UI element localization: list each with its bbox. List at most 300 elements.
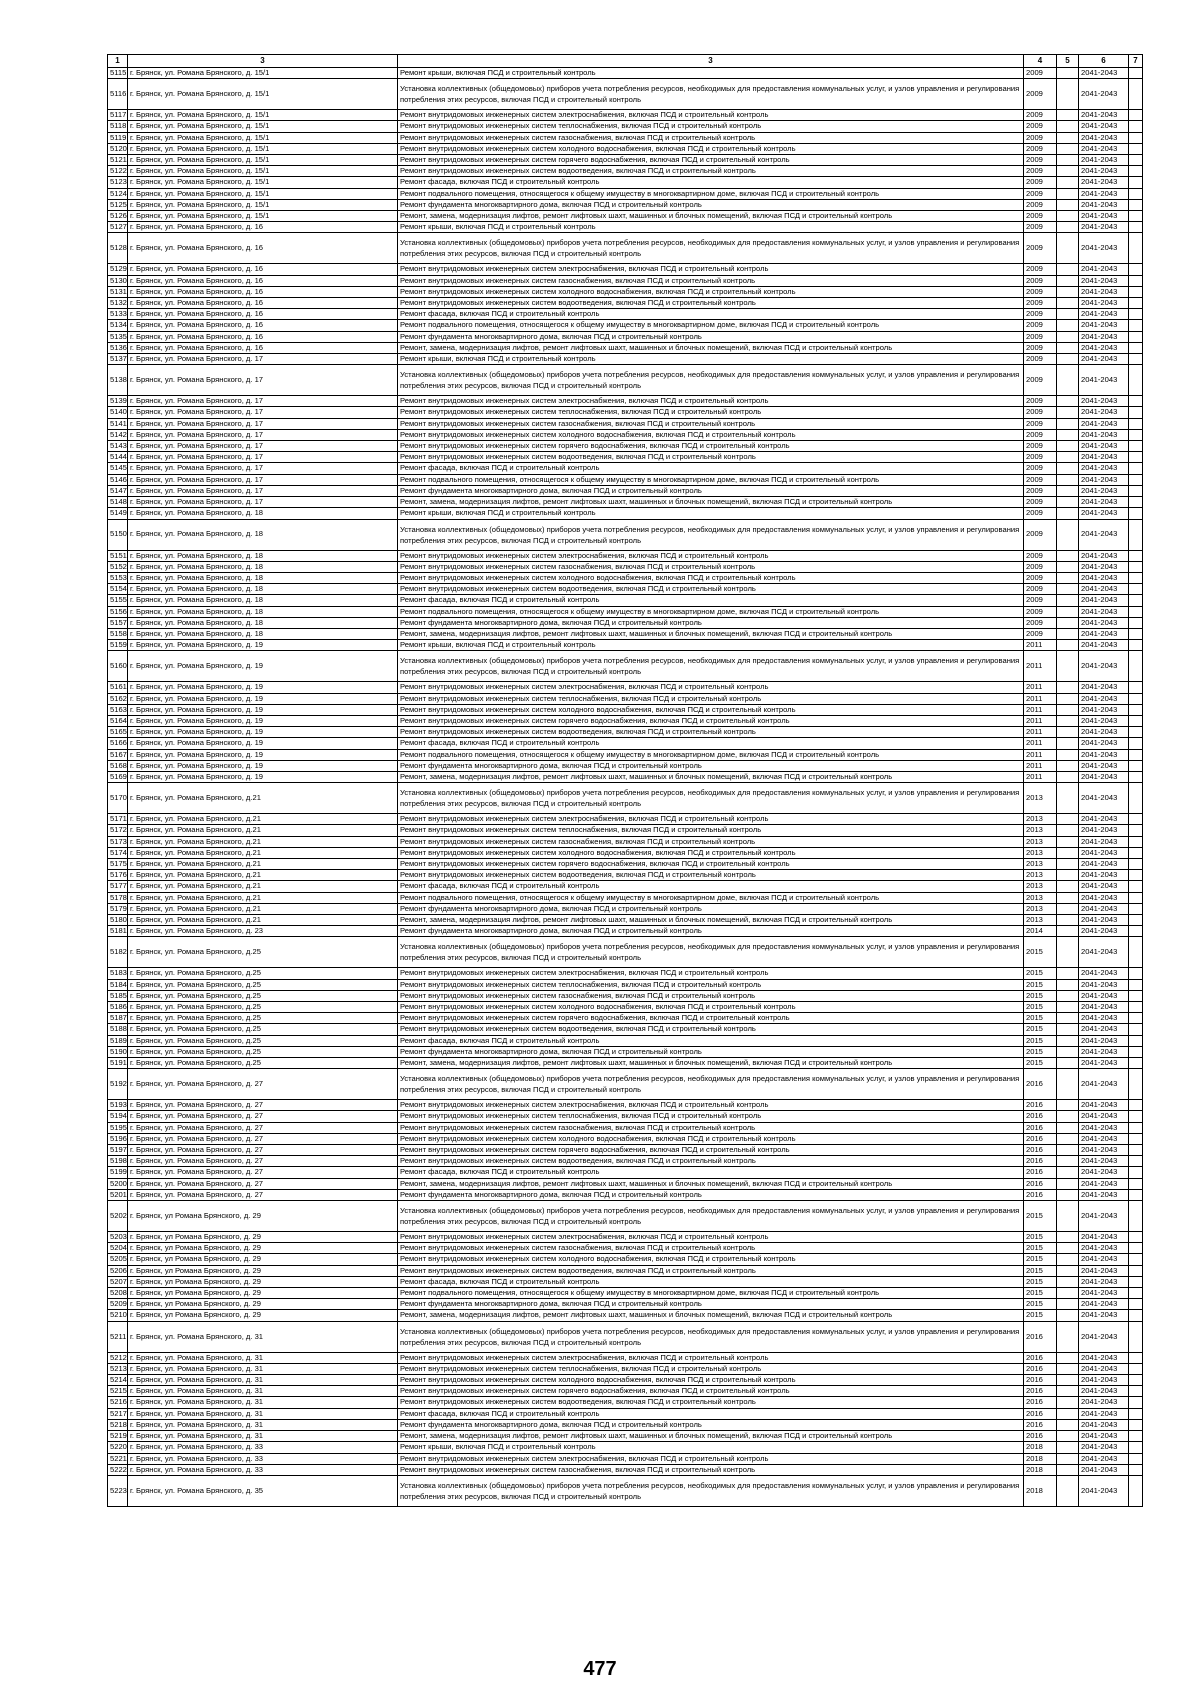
row-work-type: Ремонт фундамента многоквартирного дома, включая ПСД и строительный контроль xyxy=(398,1299,1024,1310)
row-col5 xyxy=(1057,903,1079,914)
row-col7 xyxy=(1129,715,1143,726)
row-address: г. Брянск, ул. Романа Брянского, д. 31 xyxy=(128,1352,398,1363)
row-number: 5135 xyxy=(108,331,128,342)
row-address: г. Брянск, ул. Романа Брянского, д. 18 xyxy=(128,595,398,606)
table-row xyxy=(108,365,1143,396)
row-address: г. Брянск, ул. Романа Брянского, д. 17 xyxy=(128,497,398,508)
row-col5 xyxy=(1057,926,1079,937)
row-address: г. Брянск, ул. Романа Брянского, д. 16 xyxy=(128,309,398,320)
table-row xyxy=(108,166,1143,177)
row-col7 xyxy=(1129,892,1143,903)
row-col7 xyxy=(1129,693,1143,704)
row-address: г. Брянск, ул. Романа Брянского, д. 16 xyxy=(128,298,398,309)
row-year: 2009 xyxy=(1024,155,1057,166)
table-row xyxy=(108,715,1143,726)
row-work-type: Ремонт внутридомовых инженерных систем горячего водоснабжения, включая ПСД и строительный контроль xyxy=(398,441,1024,452)
table-row xyxy=(108,1475,1143,1506)
row-work-type: Ремонт внутридомовых инженерных систем электроснабжения, включая ПСД и строительный контроль xyxy=(398,396,1024,407)
row-col5 xyxy=(1057,320,1079,331)
row-number: 5137 xyxy=(108,354,128,365)
table-row xyxy=(108,1397,1143,1408)
row-year: 2009 xyxy=(1024,222,1057,233)
row-work-type: Ремонт внутридомовых инженерных систем электроснабжения, включая ПСД и строительный контроль xyxy=(398,550,1024,561)
row-period: 2041-2043 xyxy=(1079,1035,1129,1046)
row-number: 5181 xyxy=(108,926,128,937)
table-row xyxy=(108,143,1143,154)
row-year: 2009 xyxy=(1024,519,1057,550)
register-body xyxy=(108,68,1143,1507)
row-col5 xyxy=(1057,1288,1079,1299)
row-year: 2009 xyxy=(1024,485,1057,496)
row-year: 2016 xyxy=(1024,1321,1057,1352)
row-period: 2041-2043 xyxy=(1079,1363,1129,1374)
row-period: 2041-2043 xyxy=(1079,892,1129,903)
row-address: г. Брянск, ул. Романа Брянского, д.25 xyxy=(128,1002,398,1013)
row-col5 xyxy=(1057,1133,1079,1144)
row-address: г. Брянск, ул. Романа Брянского, д. 33 xyxy=(128,1453,398,1464)
row-work-type: Ремонт подвального помещения, относящегося к общему имуществу в многоквартирном доме, включая ПСД и строительный контроль xyxy=(398,474,1024,485)
row-year: 2011 xyxy=(1024,771,1057,782)
row-col5 xyxy=(1057,760,1079,771)
row-period: 2041-2043 xyxy=(1079,264,1129,275)
table-row xyxy=(108,979,1143,990)
row-address: г. Брянск, ул. Романа Брянского, д. 31 xyxy=(128,1431,398,1442)
table-row xyxy=(108,441,1143,452)
row-year: 2015 xyxy=(1024,1276,1057,1287)
row-work-type: Ремонт подвального помещения, относящегося к общему имуществу в многоквартирном доме, включая ПСД и строительный контроль xyxy=(398,320,1024,331)
row-col7 xyxy=(1129,188,1143,199)
row-col7 xyxy=(1129,331,1143,342)
row-address: г. Брянск, ул. Романа Брянского, д. 27 xyxy=(128,1133,398,1144)
row-col7 xyxy=(1129,1178,1143,1189)
row-work-type: Ремонт внутридомовых инженерных систем холодного водоснабжения, включая ПСД и строительный контроль xyxy=(398,847,1024,858)
row-address: г. Брянск, ул. Романа Брянского, д. 27 xyxy=(128,1145,398,1156)
row-number: 5187 xyxy=(108,1013,128,1024)
row-col7 xyxy=(1129,771,1143,782)
table-row xyxy=(108,727,1143,738)
row-work-type: Ремонт внутридомовых инженерных систем теплоснабжения, включая ПСД и строительный контроль xyxy=(398,407,1024,418)
row-work-type: Ремонт внутридомовых инженерных систем электроснабжения, включая ПСД и строительный контроль xyxy=(398,1453,1024,1464)
row-col7 xyxy=(1129,836,1143,847)
row-col5 xyxy=(1057,365,1079,396)
row-col5 xyxy=(1057,1386,1079,1397)
row-year: 2018 xyxy=(1024,1464,1057,1475)
table-row xyxy=(108,847,1143,858)
row-col5 xyxy=(1057,121,1079,132)
row-work-type: Ремонт внутридомовых инженерных систем теплоснабжения, включая ПСД и строительный контроль xyxy=(398,979,1024,990)
row-col5 xyxy=(1057,572,1079,583)
row-address: г. Брянск, ул. Романа Брянского, д. 15/1 xyxy=(128,68,398,79)
row-address: г. Брянск, ул. Романа Брянского, д. 31 xyxy=(128,1321,398,1352)
row-year: 2011 xyxy=(1024,693,1057,704)
row-period: 2041-2043 xyxy=(1079,903,1129,914)
row-number: 5190 xyxy=(108,1046,128,1057)
table-row xyxy=(108,1363,1143,1374)
row-work-type: Ремонт крыши, включая ПСД и строительный контроль xyxy=(398,1442,1024,1453)
row-period: 2041-2043 xyxy=(1079,606,1129,617)
row-col5 xyxy=(1057,1310,1079,1321)
row-address: г. Брянск, ул. Романа Брянского, д.25 xyxy=(128,937,398,968)
row-col7 xyxy=(1129,1024,1143,1035)
row-address: г. Брянск, ул. Романа Брянского, д. 17 xyxy=(128,418,398,429)
row-address: г. Брянск, ул. Романа Брянского, д. 27 xyxy=(128,1111,398,1122)
table-row xyxy=(108,937,1143,968)
row-year: 2016 xyxy=(1024,1178,1057,1189)
row-col7 xyxy=(1129,211,1143,222)
row-period: 2041-2043 xyxy=(1079,1276,1129,1287)
row-number: 5164 xyxy=(108,715,128,726)
row-work-type: Ремонт внутридомовых инженерных систем электроснабжения, включая ПСД и строительный контроль xyxy=(398,968,1024,979)
row-col7 xyxy=(1129,155,1143,166)
row-col5 xyxy=(1057,1100,1079,1111)
row-col5 xyxy=(1057,814,1079,825)
row-address: г. Брянск, ул. Романа Брянского, д.25 xyxy=(128,1046,398,1057)
table-row xyxy=(108,177,1143,188)
row-number: 5155 xyxy=(108,595,128,606)
row-year: 2009 xyxy=(1024,110,1057,121)
row-col7 xyxy=(1129,166,1143,177)
row-address: г. Брянск, ул. Романа Брянского, д.21 xyxy=(128,903,398,914)
row-period: 2041-2043 xyxy=(1079,783,1129,814)
table-row xyxy=(108,429,1143,440)
row-col5 xyxy=(1057,979,1079,990)
row-period: 2041-2043 xyxy=(1079,211,1129,222)
row-address: г. Брянск, ул. Романа Брянского, д. 15/1 xyxy=(128,166,398,177)
table-row xyxy=(108,396,1143,407)
row-number: 5171 xyxy=(108,814,128,825)
row-address: г. Брянск, ул. Романа Брянского, д.25 xyxy=(128,1013,398,1024)
row-col7 xyxy=(1129,881,1143,892)
row-work-type: Ремонт, замена, модернизация лифтов, ремонт лифтовых шахт, машинных и блочных помещений, включая ПСД и строительный контроль xyxy=(398,1178,1024,1189)
table-row xyxy=(108,814,1143,825)
row-address: г. Брянск, ул. Романа Брянского, д. 27 xyxy=(128,1122,398,1133)
table-row xyxy=(108,211,1143,222)
row-year: 2016 xyxy=(1024,1167,1057,1178)
row-work-type: Ремонт внутридомовых инженерных систем горячего водоснабжения, включая ПСД и строительный контроль xyxy=(398,715,1024,726)
row-year: 2009 xyxy=(1024,286,1057,297)
row-col7 xyxy=(1129,550,1143,561)
row-year: 2009 xyxy=(1024,233,1057,264)
row-number: 5165 xyxy=(108,727,128,738)
row-year: 2015 xyxy=(1024,979,1057,990)
row-work-type: Ремонт внутридомовых инженерных систем холодного водоснабжения, включая ПСД и строительный контроль xyxy=(398,1133,1024,1144)
row-address: г. Брянск, ул. Романа Брянского, д. 27 xyxy=(128,1178,398,1189)
row-number: 5167 xyxy=(108,749,128,760)
row-col5 xyxy=(1057,275,1079,286)
row-period: 2041-2043 xyxy=(1079,155,1129,166)
table-row xyxy=(108,1299,1143,1310)
row-address: г. Брянск, ул. Романа Брянского, д. 18 xyxy=(128,628,398,639)
row-col7 xyxy=(1129,1167,1143,1178)
row-year: 2011 xyxy=(1024,738,1057,749)
row-number: 5144 xyxy=(108,452,128,463)
row-col7 xyxy=(1129,474,1143,485)
row-number: 5134 xyxy=(108,320,128,331)
table-row xyxy=(108,1167,1143,1178)
row-work-type: Ремонт внутридомовых инженерных систем электроснабжения, включая ПСД и строительный контроль xyxy=(398,1352,1024,1363)
row-number: 5212 xyxy=(108,1352,128,1363)
row-period: 2041-2043 xyxy=(1079,1122,1129,1133)
row-year: 2009 xyxy=(1024,320,1057,331)
row-col5 xyxy=(1057,1375,1079,1386)
row-address: г. Брянск, ул. Романа Брянского, д.21 xyxy=(128,783,398,814)
row-col5 xyxy=(1057,1111,1079,1122)
row-number: 5125 xyxy=(108,199,128,210)
row-col5 xyxy=(1057,485,1079,496)
row-col7 xyxy=(1129,485,1143,496)
row-year: 2015 xyxy=(1024,1310,1057,1321)
row-col5 xyxy=(1057,937,1079,968)
row-work-type: Ремонт фасада, включая ПСД и строительный контроль xyxy=(398,881,1024,892)
row-year: 2015 xyxy=(1024,1288,1057,1299)
row-col7 xyxy=(1129,990,1143,1001)
row-work-type: Ремонт внутридомовых инженерных систем газоснабжения, включая ПСД и строительный контроль xyxy=(398,275,1024,286)
row-col7 xyxy=(1129,606,1143,617)
row-year: 2015 xyxy=(1024,1232,1057,1243)
row-number: 5214 xyxy=(108,1375,128,1386)
row-period: 2041-2043 xyxy=(1079,847,1129,858)
row-period: 2041-2043 xyxy=(1079,682,1129,693)
row-col7 xyxy=(1129,110,1143,121)
row-address: г. Брянск, ул. Романа Брянского, д. 15/1 xyxy=(128,155,398,166)
table-row xyxy=(108,870,1143,881)
row-number: 5123 xyxy=(108,177,128,188)
row-work-type: Установка коллективных (общедомовых) приборов учета потребления ресурсов, необходимых для предоставления коммунальных услуг, и узлов управления и регулирования потребления этих ресурсов, включая ПСД и строительный контроль xyxy=(398,783,1024,814)
row-col7 xyxy=(1129,1453,1143,1464)
row-period: 2041-2043 xyxy=(1079,110,1129,121)
row-number: 5147 xyxy=(108,485,128,496)
row-col5 xyxy=(1057,418,1079,429)
table-row xyxy=(108,110,1143,121)
row-year: 2009 xyxy=(1024,298,1057,309)
row-work-type: Ремонт внутридомовых инженерных систем водоотведения, включая ПСД и строительный контроль xyxy=(398,870,1024,881)
row-work-type: Ремонт внутридомовых инженерных систем холодного водоснабжения, включая ПСД и строительный контроль xyxy=(398,704,1024,715)
row-year: 2013 xyxy=(1024,858,1057,869)
row-year: 2016 xyxy=(1024,1111,1057,1122)
row-col7 xyxy=(1129,1431,1143,1442)
table-row xyxy=(108,1013,1143,1024)
table-row xyxy=(108,452,1143,463)
row-period: 2041-2043 xyxy=(1079,298,1129,309)
row-col7 xyxy=(1129,1122,1143,1133)
row-number: 5223 xyxy=(108,1475,128,1506)
row-col7 xyxy=(1129,858,1143,869)
row-address: г. Брянск, ул. Романа Брянского, д. 15/1 xyxy=(128,79,398,110)
row-period: 2041-2043 xyxy=(1079,1111,1129,1122)
row-col5 xyxy=(1057,968,1079,979)
table-row xyxy=(108,1464,1143,1475)
table-row xyxy=(108,584,1143,595)
row-number: 5220 xyxy=(108,1442,128,1453)
row-address: г. Брянск, ул. Романа Брянского, д. 17 xyxy=(128,407,398,418)
table-row xyxy=(108,1310,1143,1321)
row-year: 2011 xyxy=(1024,749,1057,760)
table-row xyxy=(108,497,1143,508)
row-address: г. Брянск, ул Романа Брянского, д. 29 xyxy=(128,1288,398,1299)
row-year: 2016 xyxy=(1024,1100,1057,1111)
table-row xyxy=(108,121,1143,132)
row-col5 xyxy=(1057,1475,1079,1506)
row-period: 2041-2043 xyxy=(1079,1100,1129,1111)
row-col7 xyxy=(1129,519,1143,550)
row-col7 xyxy=(1129,1111,1143,1122)
row-work-type: Ремонт внутридомовых инженерных систем газоснабжения, включая ПСД и строительный контроль xyxy=(398,990,1024,1001)
row-work-type: Ремонт внутридомовых инженерных систем теплоснабжения, включая ПСД и строительный контроль xyxy=(398,121,1024,132)
row-year: 2016 xyxy=(1024,1363,1057,1374)
row-col5 xyxy=(1057,1276,1079,1287)
row-year: 2011 xyxy=(1024,651,1057,682)
table-row xyxy=(108,199,1143,210)
row-address: г. Брянск, ул. Романа Брянского, д.25 xyxy=(128,1024,398,1035)
table-row xyxy=(108,749,1143,760)
row-number: 5129 xyxy=(108,264,128,275)
table-row xyxy=(108,1111,1143,1122)
row-address: г. Брянск, ул. Романа Брянского, д.21 xyxy=(128,847,398,858)
row-col7 xyxy=(1129,298,1143,309)
row-work-type: Ремонт фасада, включая ПСД и строительный контроль xyxy=(398,309,1024,320)
row-year: 2009 xyxy=(1024,572,1057,583)
row-work-type: Ремонт, замена, модернизация лифтов, ремонт лифтовых шахт, машинных и блочных помещений, включая ПСД и строительный контроль xyxy=(398,771,1024,782)
row-address: г. Брянск, ул. Романа Брянского, д. 15/1 xyxy=(128,110,398,121)
row-col7 xyxy=(1129,320,1143,331)
row-col7 xyxy=(1129,121,1143,132)
table-row xyxy=(108,474,1143,485)
row-address: г. Брянск, ул. Романа Брянского, д. 19 xyxy=(128,715,398,726)
row-work-type: Ремонт внутридомовых инженерных систем холодного водоснабжения, включая ПСД и строительный контроль xyxy=(398,1254,1024,1265)
row-number: 5193 xyxy=(108,1100,128,1111)
row-year: 2009 xyxy=(1024,177,1057,188)
row-work-type: Ремонт внутридомовых инженерных систем теплоснабжения, включая ПСД и строительный контроль xyxy=(398,825,1024,836)
row-address: г. Брянск, ул. Романа Брянского, д. 18 xyxy=(128,584,398,595)
row-period: 2041-2043 xyxy=(1079,1189,1129,1200)
row-col7 xyxy=(1129,1464,1143,1475)
row-col5 xyxy=(1057,738,1079,749)
row-address: г. Брянск, ул. Романа Брянского, д. 15/1 xyxy=(128,143,398,154)
row-col7 xyxy=(1129,1069,1143,1100)
row-year: 2011 xyxy=(1024,715,1057,726)
row-col5 xyxy=(1057,595,1079,606)
row-col7 xyxy=(1129,1288,1143,1299)
row-col7 xyxy=(1129,143,1143,154)
row-address: г. Брянск, ул. Романа Брянского, д. 17 xyxy=(128,474,398,485)
row-col5 xyxy=(1057,497,1079,508)
row-period: 2041-2043 xyxy=(1079,979,1129,990)
row-work-type: Ремонт крыши, включая ПСД и строительный контроль xyxy=(398,354,1024,365)
row-col5 xyxy=(1057,132,1079,143)
row-year: 2011 xyxy=(1024,727,1057,738)
row-address: г. Брянск, ул Романа Брянского, д. 29 xyxy=(128,1299,398,1310)
row-address: г. Брянск, ул. Романа Брянского, д. 35 xyxy=(128,1475,398,1506)
row-period: 2041-2043 xyxy=(1079,233,1129,264)
row-number: 5152 xyxy=(108,561,128,572)
header-col-2: 3 xyxy=(128,55,398,68)
row-col5 xyxy=(1057,155,1079,166)
row-col5 xyxy=(1057,606,1079,617)
row-period: 2041-2043 xyxy=(1079,1265,1129,1276)
header-row xyxy=(108,55,1143,68)
row-period: 2041-2043 xyxy=(1079,1058,1129,1069)
row-number: 5168 xyxy=(108,760,128,771)
table-row xyxy=(108,1178,1143,1189)
row-number: 5222 xyxy=(108,1464,128,1475)
row-number: 5215 xyxy=(108,1386,128,1397)
row-period: 2041-2043 xyxy=(1079,1002,1129,1013)
row-period: 2041-2043 xyxy=(1079,1046,1129,1057)
row-number: 5179 xyxy=(108,903,128,914)
table-row xyxy=(108,914,1143,925)
row-number: 5140 xyxy=(108,407,128,418)
row-address: г. Брянск, ул. Романа Брянского, д. 17 xyxy=(128,463,398,474)
row-address: г. Брянск, ул. Романа Брянского, д. 15/1 xyxy=(128,188,398,199)
row-number: 5136 xyxy=(108,342,128,353)
row-address: г. Брянск, ул. Романа Брянского, д. 18 xyxy=(128,617,398,628)
row-period: 2041-2043 xyxy=(1079,1288,1129,1299)
row-address: г. Брянск, ул. Романа Брянского, д. 16 xyxy=(128,222,398,233)
row-number: 5121 xyxy=(108,155,128,166)
row-work-type: Установка коллективных (общедомовых) приборов учета потребления ресурсов, необходимых для предоставления коммунальных услуг, и узлов управления и регулирования потребления этих ресурсов, включая ПСД и строительный контроль xyxy=(398,1475,1024,1506)
row-address: г. Брянск, ул Романа Брянского, д. 29 xyxy=(128,1265,398,1276)
table-row xyxy=(108,550,1143,561)
row-col5 xyxy=(1057,1035,1079,1046)
row-work-type: Ремонт внутридомовых инженерных систем водоотведения, включая ПСД и строительный контроль xyxy=(398,1024,1024,1035)
row-year: 2015 xyxy=(1024,990,1057,1001)
row-year: 2009 xyxy=(1024,617,1057,628)
row-number: 5161 xyxy=(108,682,128,693)
row-col7 xyxy=(1129,199,1143,210)
row-number: 5117 xyxy=(108,110,128,121)
row-work-type: Ремонт фасада, включая ПСД и строительный контроль xyxy=(398,1167,1024,1178)
row-col7 xyxy=(1129,1058,1143,1069)
table-row xyxy=(108,682,1143,693)
row-number: 5146 xyxy=(108,474,128,485)
row-col5 xyxy=(1057,1156,1079,1167)
row-address: г. Брянск, ул Романа Брянского, д. 29 xyxy=(128,1254,398,1265)
table-row xyxy=(108,155,1143,166)
row-period: 2041-2043 xyxy=(1079,519,1129,550)
row-col5 xyxy=(1057,1189,1079,1200)
table-row xyxy=(108,1408,1143,1419)
row-year: 2009 xyxy=(1024,354,1057,365)
row-work-type: Ремонт внутридомовых инженерных систем горячего водоснабжения, включая ПСД и строительный контроль xyxy=(398,858,1024,869)
row-number: 5150 xyxy=(108,519,128,550)
table-row xyxy=(108,342,1143,353)
row-period: 2041-2043 xyxy=(1079,738,1129,749)
table-row xyxy=(108,1375,1143,1386)
header-col-1: 1 xyxy=(108,55,128,68)
row-year: 2009 xyxy=(1024,606,1057,617)
row-address: г. Брянск, ул Романа Брянского, д. 29 xyxy=(128,1310,398,1321)
row-work-type: Установка коллективных (общедомовых) приборов учета потребления ресурсов, необходимых для предоставления коммунальных услуг, и узлов управления и регулирования потребления этих ресурсов, включая ПСД и строительный контроль xyxy=(398,365,1024,396)
row-col7 xyxy=(1129,1375,1143,1386)
row-year: 2009 xyxy=(1024,211,1057,222)
row-number: 5218 xyxy=(108,1419,128,1430)
row-year: 2009 xyxy=(1024,275,1057,286)
row-work-type: Установка коллективных (общедомовых) приборов учета потребления ресурсов, необходимых для предоставления коммунальных услуг, и узлов управления и регулирования потребления этих ресурсов, включая ПСД и строительный контроль xyxy=(398,1069,1024,1100)
table-row xyxy=(108,508,1143,519)
table-row xyxy=(108,651,1143,682)
row-year: 2009 xyxy=(1024,407,1057,418)
row-number: 5154 xyxy=(108,584,128,595)
row-number: 5184 xyxy=(108,979,128,990)
row-work-type: Ремонт внутридомовых инженерных систем водоотведения, включая ПСД и строительный контроль xyxy=(398,584,1024,595)
row-col7 xyxy=(1129,1475,1143,1506)
row-col7 xyxy=(1129,132,1143,143)
header-col-7: 7 xyxy=(1129,55,1143,68)
row-work-type: Ремонт фасада, включая ПСД и строительный контроль xyxy=(398,177,1024,188)
row-address: г. Брянск, ул. Романа Брянского, д. 31 xyxy=(128,1363,398,1374)
row-col5 xyxy=(1057,1201,1079,1232)
row-number: 5203 xyxy=(108,1232,128,1243)
